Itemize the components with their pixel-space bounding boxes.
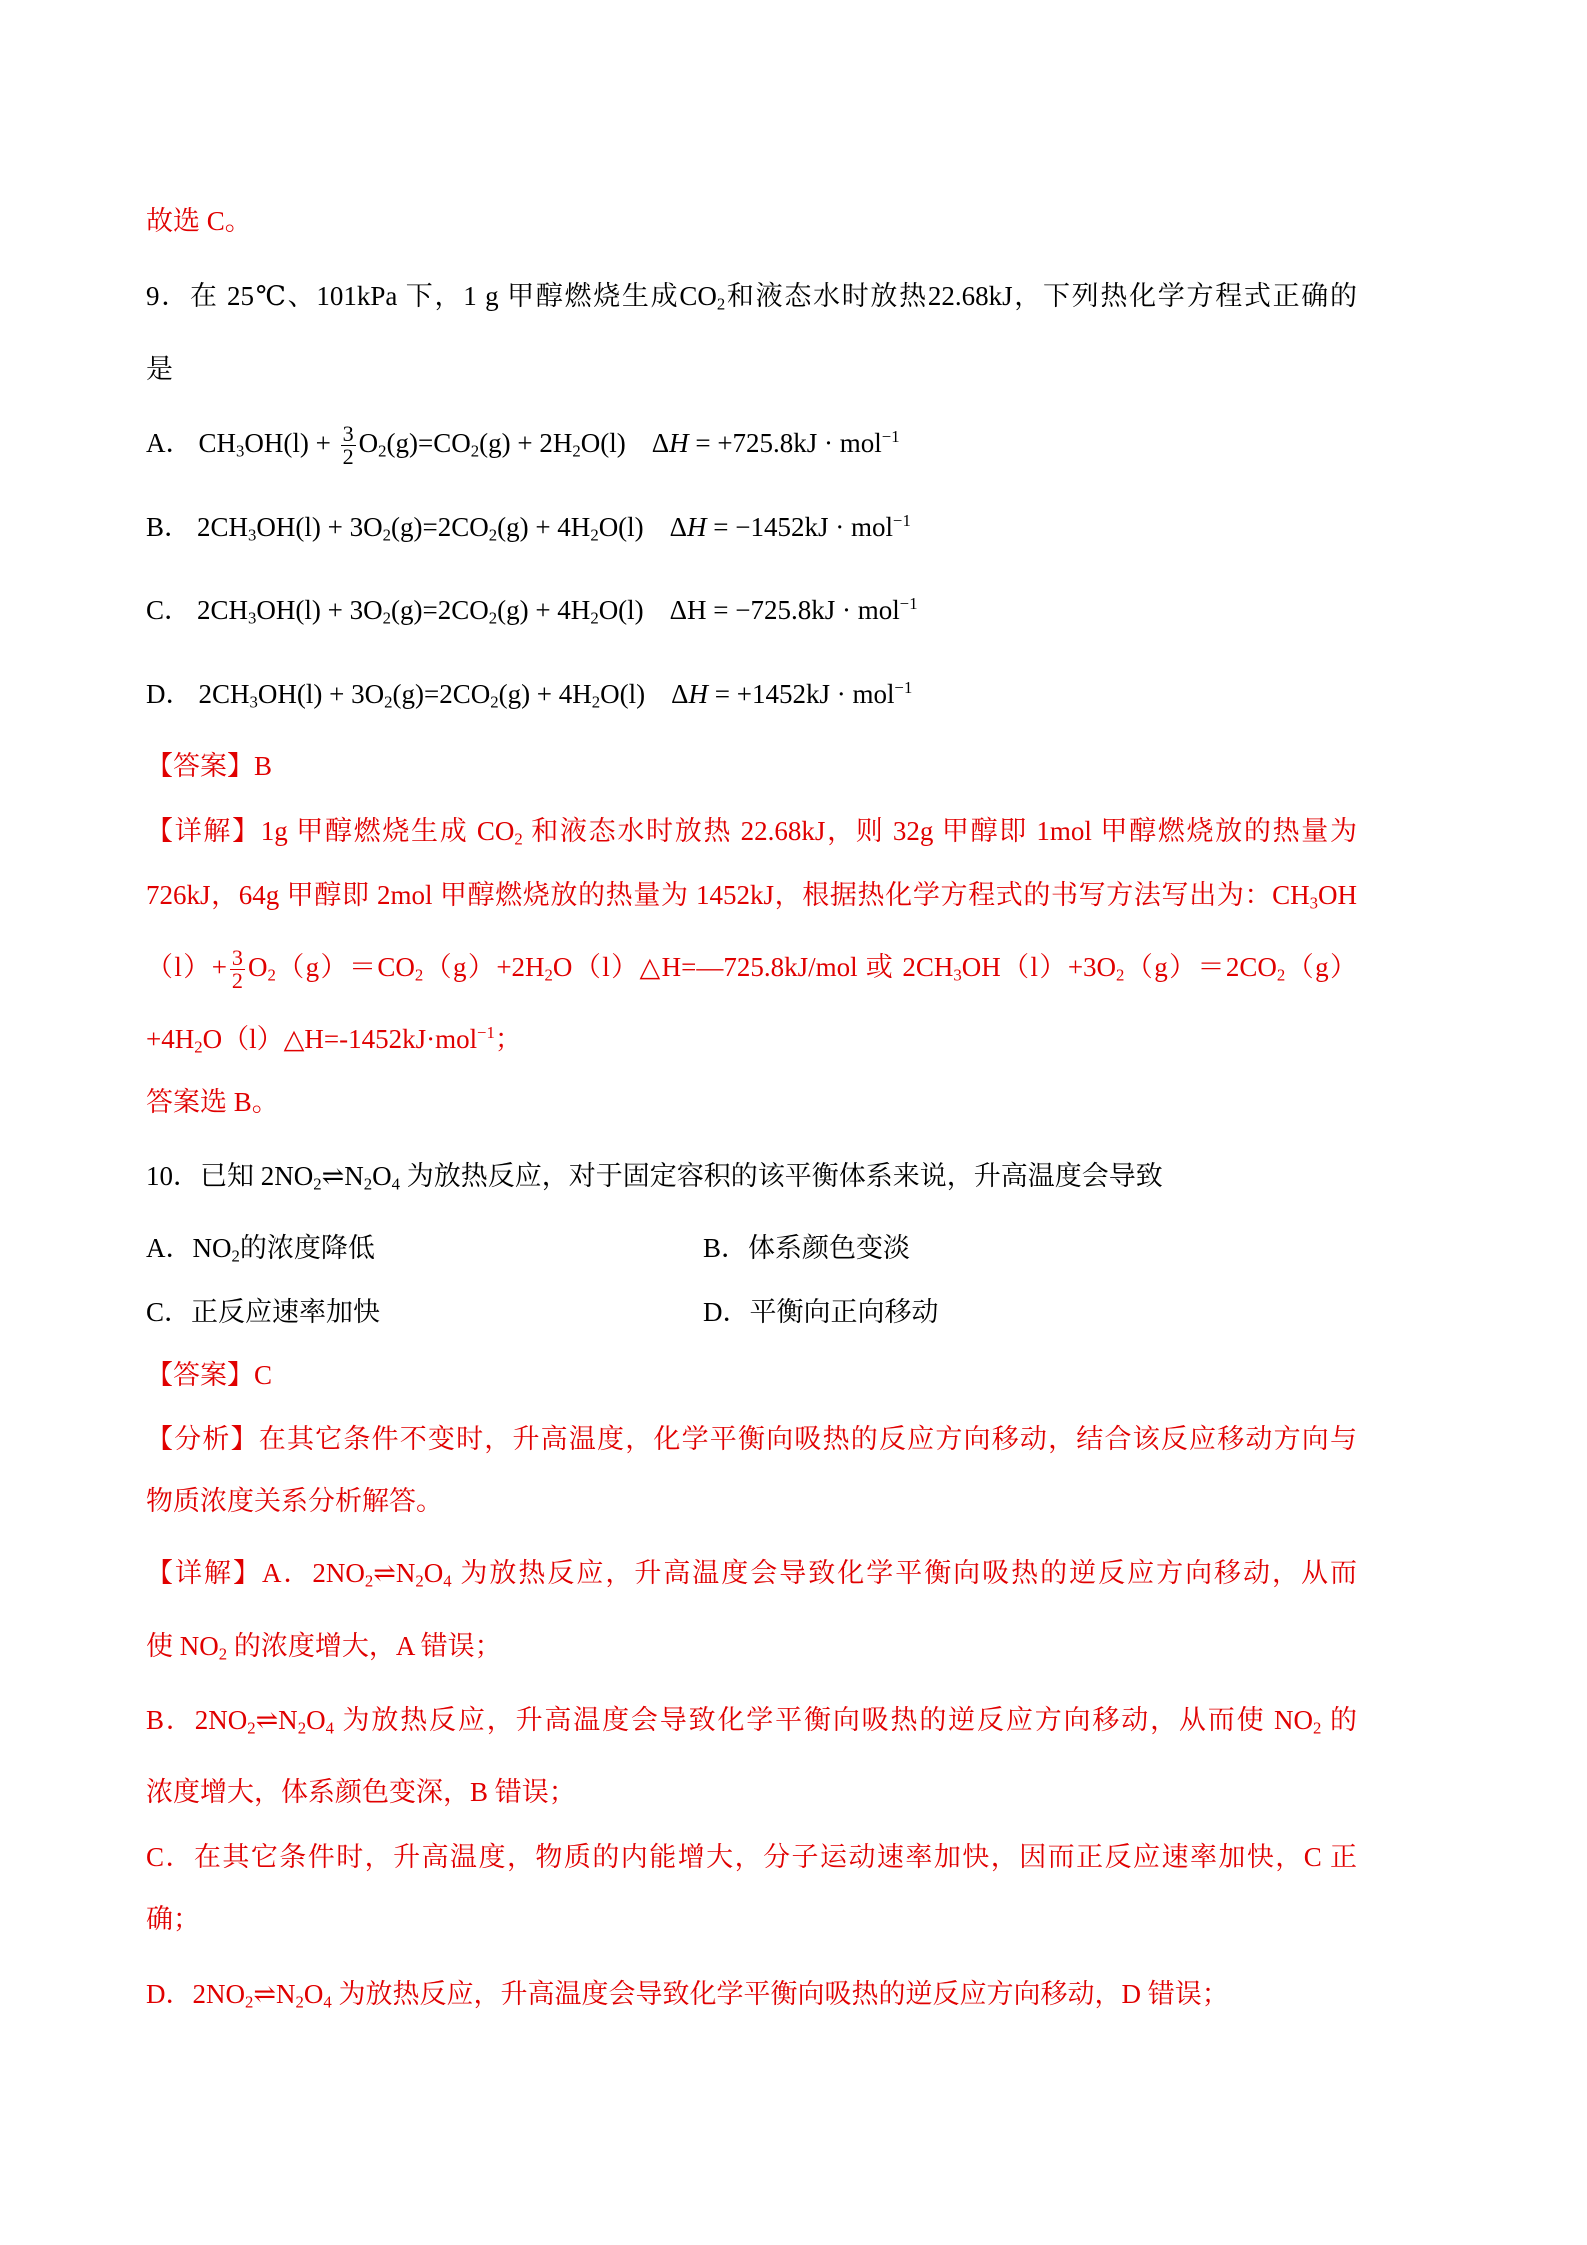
text-run: OH（l）+3O [961,952,1117,982]
text-run: O [358,428,379,458]
text-run: O [372,1161,392,1191]
q9-explanation-line-4 [146,1019,1357,1059]
text-run: (g) + 4H [498,679,592,709]
option-text [192,1233,375,1266]
text-run: 和液态水时放热22.68kJ，下列热化学方程式正确的 [725,281,1357,311]
text-run: OH(l) + 3O [256,512,383,542]
thermochemical-equation [198,679,646,712]
subscript: 2 [313,1174,322,1194]
q9-explanation-line-1 [146,811,1357,851]
subscript: 2 [590,608,599,628]
text-run: 为放热反应，升高温度会导致化学平衡向吸热的逆反应方向移动，D 错误； [331,1979,1229,2009]
q10-stem [146,1156,1357,1196]
text-run: (g)=CO [386,428,471,458]
superscript: −1 [881,426,900,446]
option-label: B． [703,1233,749,1263]
option-label: B． [146,512,192,542]
subscript: 2 [590,525,599,545]
q10-explanation-c-line-1 [146,1837,1357,1877]
subscript: 3 [953,965,962,985]
text-run: (g) + 2H [479,428,573,458]
subscript: 2 [1313,1718,1322,1738]
q10-explanation-d [146,1974,1357,2014]
q9-stem-line-2 [146,349,1357,389]
text-run: OH(l) + 3O [256,595,383,625]
q9-answer: 【答案】B [146,751,273,781]
q10-option-d [703,1292,1343,1332]
text-run: 和液态水时放热 22.68kJ，则 32g 甲醇即 1mol 甲醇燃烧放的热量为 [522,816,1357,846]
text-run: 是 [146,354,173,384]
text-run: O（l）△H=—725.8kJ/mol 或 2CH [552,952,954,982]
option-text [750,1297,939,1327]
text-run: 正反应速率加快 [191,1297,381,1327]
text-run: O(l) [600,679,646,709]
subscript: 3 [249,692,258,712]
subscript: 2 [414,965,424,985]
subscript: 3 [248,525,257,545]
q9-option-b [146,507,1357,547]
subscript: 2 [490,692,499,712]
text-run: O [247,952,268,982]
subscript: 2 [364,1571,374,1591]
subscript: 2 [1276,965,1286,985]
text-run: 2CH [197,595,249,625]
text-run: 体系颜色变淡 [748,1233,911,1263]
text-run: （g）＝2CO [1124,952,1277,982]
text-run: （l）+ [146,952,227,982]
superscript: −1 [899,593,918,613]
subscript: 2 [716,294,726,314]
option-label: A． [146,1233,193,1263]
subscript: 2 [218,1644,228,1664]
text-run: ⇌N [253,1979,296,2009]
subscript: 2 [488,525,498,545]
text-run: 10．已知 2NO [146,1161,314,1191]
text-run: 故选 C。 [146,206,252,236]
text-run: C．在其它条件时，升高温度，物质的内能增大，分子运动速率加快，因而正反应速率加快，C 正 [146,1842,1357,1872]
text-run: (g)=2CO [391,512,489,542]
subscript: 4 [325,1718,334,1738]
subscript: 2 [488,608,498,628]
text-run: (g)=2CO [392,679,491,709]
text-run: O(l) [598,512,644,542]
q9-explanation-line-2 [146,875,1357,915]
text-run: 使 NO [146,1631,219,1661]
subscript: 2 [247,1718,256,1738]
text-run: OH [1318,880,1357,910]
text-run: 为放热反应，升高温度会导致化学平衡向吸热的逆反应方向移动，从而 [451,1558,1358,1588]
text-run: O [306,1705,326,1735]
option-label: D． [703,1297,750,1327]
previous-question-conclusion [146,201,1357,241]
text-run: O [303,1979,324,2009]
q9-option-c [146,590,1357,630]
q9-conclusion: 答案选 B。 [146,1087,279,1117]
text-run: ； [494,1024,522,1054]
text-run: 为放热反应，升高温度会导致化学平衡向吸热的逆反应方向移动，从而使 NO [333,1705,1314,1735]
text-run: NO [192,1233,232,1263]
subscript: 2 [384,692,393,712]
q10-option-b [703,1228,1343,1268]
subscript: 2 [295,1992,304,2012]
text-run: 的浓度降低 [239,1233,375,1263]
text-run: 726kJ，64g 甲醇即 2mol 甲醇燃烧放的热量为 1452kJ，根据热化学方程式的书写方法写出为：CH [146,880,1310,910]
subscript: 2 [591,692,601,712]
thermochemical-equation [197,512,644,545]
option-label: C． [146,1297,192,1327]
italic-symbol: H [688,679,709,709]
option-text [748,1233,910,1263]
fraction-numerator: 3 [231,945,243,971]
q10-explanation-b-line-2 [146,1772,1357,1812]
text-run: （g） [1285,952,1357,982]
text-run: (g)=2CO [391,595,489,625]
text-run: 2CH [197,512,249,542]
text-run: = −1452kJ · mol [706,512,894,542]
text-run: 平衡向正向移动 [749,1297,939,1327]
subscript: 2 [1116,965,1125,985]
subscript: 4 [443,1571,452,1591]
text-run: 【详解】A．2NO [146,1558,365,1588]
q9-option-a [146,421,1357,470]
subscript: 2 [415,1571,424,1591]
text-run: ⇌N [255,1705,298,1735]
fraction-numerator: 3 [342,421,354,447]
q10-analysis-line-2 [146,1481,1357,1521]
text-run: Δ [669,512,688,542]
superscript: −1 [894,677,913,697]
text-run: = +725.8kJ · mol [688,428,882,458]
subscript: 2 [382,525,391,545]
text-run: ⇌N [321,1161,364,1191]
subscript: 2 [544,965,553,985]
text-run: 确； [146,1904,200,1934]
option-label: D． [146,679,193,709]
text-run: O [423,1558,444,1588]
q9-stem-line-1 [146,276,1357,316]
text-run: CH [198,428,237,458]
subscript: 3 [236,441,245,461]
option-label: C． [146,595,192,625]
text-run: OH(l) + 3O [257,679,385,709]
subscript: 2 [297,1718,307,1738]
text-run: O（l）△H=-1452kJ·mol [202,1024,478,1054]
subscript: 4 [323,1992,332,2012]
subscript: 2 [363,1174,373,1194]
subscript: 3 [1309,893,1318,913]
text-run: （g）＝CO [275,952,415,982]
thermochemical-equation [197,595,644,628]
fraction-denominator: 2 [342,444,354,470]
text-run: Δ [671,679,689,709]
enthalpy-change [670,595,918,625]
text-run: B．2NO [146,1705,248,1735]
q9-explanation-line-3 [146,945,1357,994]
text-run: ⇌N [373,1558,416,1588]
text-run: O(l) [598,595,644,625]
subscript: 2 [194,1037,203,1057]
q9-option-d [146,674,1357,714]
text-run: = +1452kJ · mol [708,679,895,709]
subscript: 2 [378,441,387,461]
q10-explanation-b-line-1 [146,1700,1357,1740]
fraction [341,423,356,468]
q10-analysis-line-1 [146,1419,1357,1459]
subscript: 2 [572,441,581,461]
enthalpy-change [670,512,911,542]
subscript: 4 [391,1174,400,1194]
fraction-denominator: 2 [231,968,243,994]
subscript: 2 [245,1992,254,2012]
text-run: OH(l) + [244,428,338,458]
italic-symbol: H [669,428,689,458]
subscript: 2 [514,829,523,849]
italic-symbol: H [687,512,707,542]
superscript: −1 [477,1022,495,1042]
q10-explanation-a-line-1 [146,1553,1357,1593]
q10-answer: 【答案】C [146,1360,273,1390]
option-label: A． [146,428,193,458]
subscript: 2 [267,965,276,985]
thermochemical-equation [198,421,626,470]
text-run: +4H [146,1024,195,1054]
text-run: (g) + 4H [497,595,591,625]
text-run: 2CH [198,679,250,709]
text-run: （g）+2H [423,952,545,982]
option-text [191,1297,380,1327]
superscript: −1 [893,510,911,530]
text-run: 浓度增大，体系颜色变深，B 错误； [146,1777,576,1807]
text-run: 物质浓度关系分析解答。 [146,1486,443,1516]
text-run: ΔH = −725.8kJ · mol [669,595,900,625]
text-run: (g) + 4H [497,512,591,542]
subscript: 2 [382,608,391,628]
text-run: 为放热反应，对于固定容积的该平衡体系来说，升高温度会导致 [400,1161,1163,1191]
q10-explanation-a-line-2 [146,1626,1357,1666]
text-run: Δ [651,428,670,458]
text-run: 【分析】在其它条件不变时，升高温度，化学平衡向吸热的反应方向移动，结合该反应移动方向与 [146,1424,1357,1454]
enthalpy-change [652,428,900,458]
text-run: 的 [1321,1705,1357,1735]
subscript: 2 [231,1246,240,1266]
subscript: 3 [248,608,257,628]
subscript: 2 [470,441,480,461]
q10-explanation-c-line-2 [146,1899,1357,1939]
text-run: D．2NO [146,1979,245,2009]
enthalpy-change [671,679,912,709]
text-run: 【详解】1g 甲醇燃烧生成 CO [146,816,515,846]
text-run: O(l) [580,428,626,458]
text-run: 9．在 25℃、101kPa 下，1 g 甲醇燃烧生成CO [146,281,717,311]
fraction [230,947,245,992]
text-run: 的浓度增大，A 错误； [227,1631,502,1661]
